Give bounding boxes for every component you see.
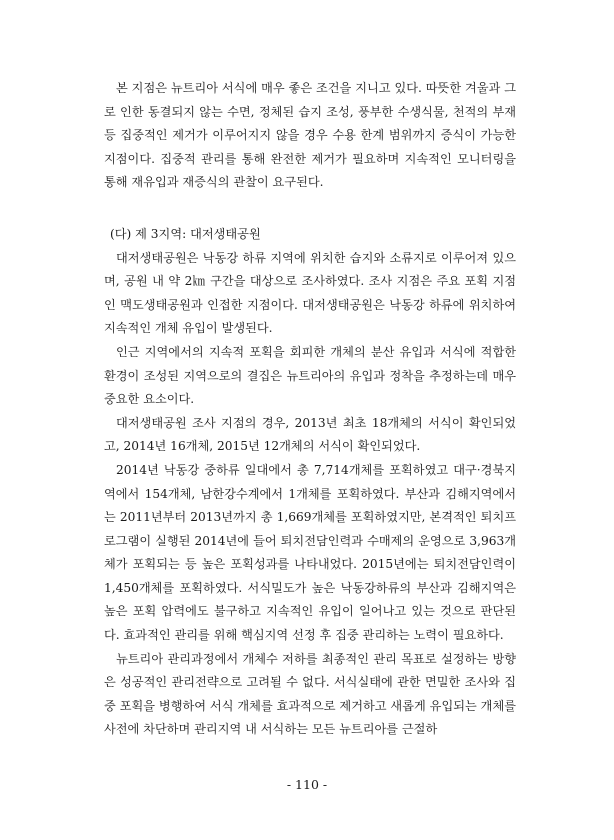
paragraph-site-conditions: 본 지점은 뉴트리아 서식에 매우 좋은 조건을 지니고 있다. 따뜻한 겨울과 그로 인한 동결되지 않는 수면, 정체된 습지 조성, 풍부한 수생식물, 천적의 부재 등 집중적인 제거가 이루어지지 않을 경우 수용 한계 범위까지 증식이 가능한 지점이다. 집중적 관리를 통해 완전한 제거가 필요하며 지속적인 모니터링을 통해 재유입과 재증식의 관찰이 요구된다. (104, 81, 516, 190)
section-heading: (다) 제 3지역: 대저생태공원 (110, 226, 261, 241)
paragraph-habitat-counts: 대저생태공원 조사 지점의 경우, 2013년 최초 18개체의 서식이 확인되었고, 2014년 16개체, 2015년 12개체의 서식이 확인되었다. (104, 415, 516, 454)
paragraph-dispersal: 인근 지역에서의 지속적 포획을 회피한 개체의 분산 유입과 서식에 적합한 환경이 조성된 지역으로의 결집은 뉴트리아의 유입과 정착을 추정하는데 매우 중요한 요소이다. (104, 344, 516, 407)
paragraph-daejeo-overview: 대저생태공원은 낙동강 하류 지역에 위치한 습지와 소류지로 이루어져 있으며, 공원 내 약 2㎞ 구간을 대상으로 조사하였다. 조사 지점은 주요 포획 지점인 맥도생태공원과 인접한 지점이다. 대저생태공원은 낙동강 하류에 위치하여 지속적인 개체 유입이 발생된다. (104, 250, 516, 336)
body-text (104, 77, 516, 742)
page-number: - 110 - (286, 777, 328, 792)
paragraph-capture-stats: 2014년 낙동강 중하류 일대에서 총 7,714개체를 포획하였고 대구·경북지역에서 154개체, 남한강수계에서 1개체를 포획하였다. 부산과 김해지역에서는 2011년부터 2013년까지 총 1,669개체를 포획하였지만, 본격적인 퇴치프로그램이 실행된 2014년에 들어 퇴치전담인력과 수매제의 운영으로 3,963개체가 포획되는 등 높은 포획성과를 나타내었다. 2015년에는 퇴치전담인력이 1,450개체를 포획하였다. 서식밀도가 높은 낙동강하류의 부산과 김해지역은 높은 포획 압력에도 불구하고 지속적인 유입이 일어나고 있는 것으로 판단된다. 효과적인 관리를 위해 핵심지역 선정 후 집중 관리하는 노력이 필요하다. (104, 462, 516, 643)
paragraph-management-strategy: 뉴트리아 관리과정에서 개체수 저하를 최종적인 관리 목표로 설정하는 방향은 성공적인 관리전략으로 고려될 수 없다. 서식실태에 관한 면밀한 조사와 집중 포획을 병행하여 서식 개체를 효과적으로 제거하고 새롭게 유입되는 개체를 사전에 차단하며 관리지역 내 서식하는 모든 뉴트리아를 근절하 (104, 651, 516, 737)
